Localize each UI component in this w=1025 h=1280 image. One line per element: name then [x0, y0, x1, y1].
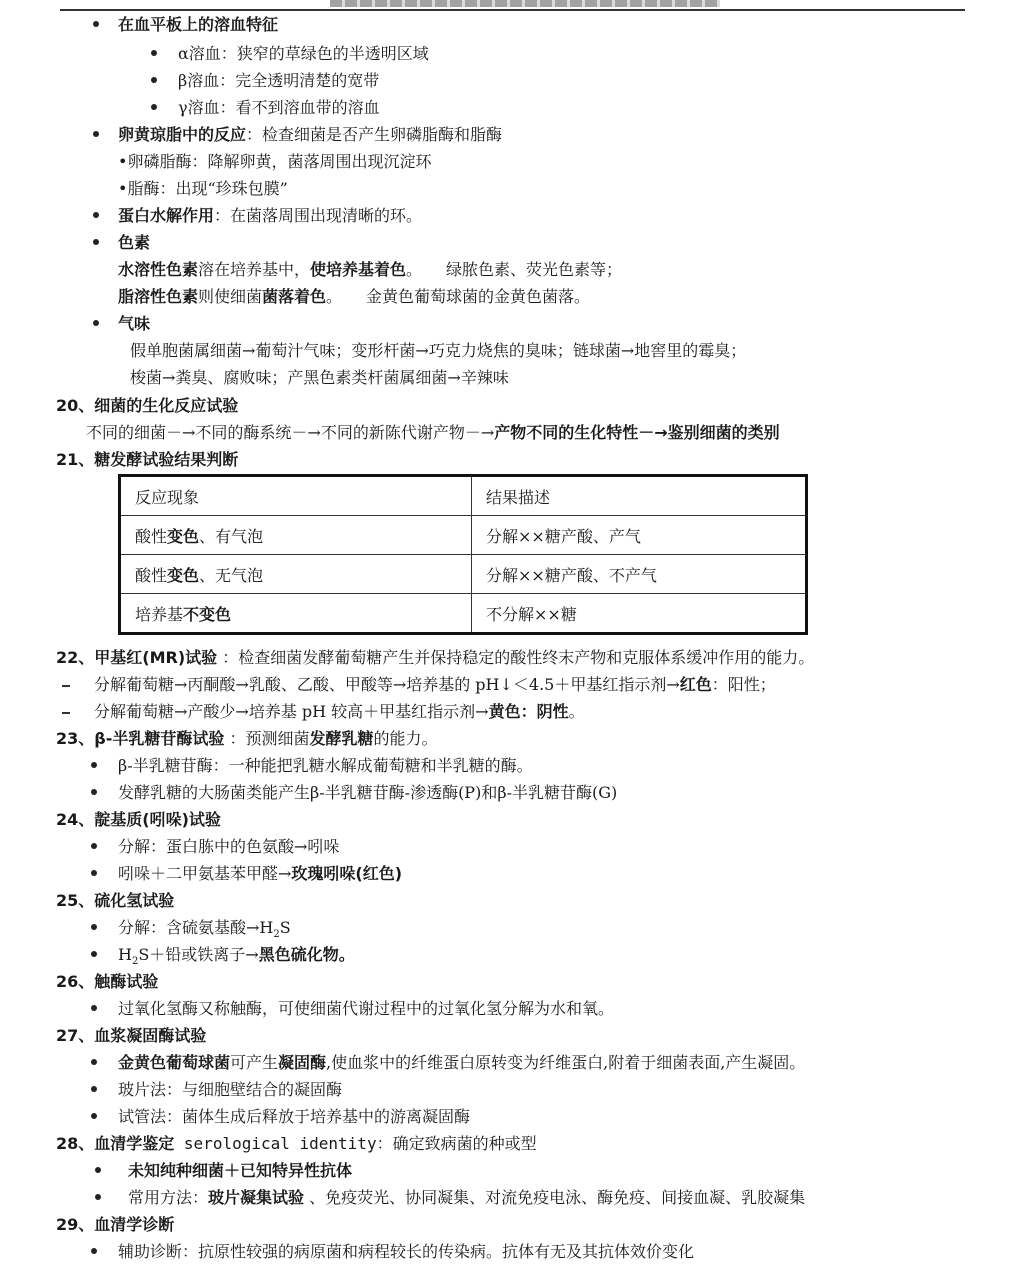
- text: 可产生: [230, 1053, 279, 1072]
- text: 的能力。: [373, 729, 438, 748]
- text: 酸性: [135, 565, 168, 585]
- text-bold: 使培养基着色: [310, 260, 407, 279]
- bullet: [151, 77, 157, 83]
- section-22-title: 22、甲基红(MR)试验: [56, 648, 218, 667]
- bullet: [91, 1248, 97, 1254]
- serology-principle: 未知纯种细菌＋已知特异性抗体: [128, 1161, 353, 1180]
- bullet: [93, 212, 99, 218]
- proteolysis-desc: ：在菌落周围出现清晰的环。: [214, 206, 423, 225]
- bullet: [91, 1086, 97, 1092]
- section-23-heading: [56, 728, 438, 750]
- text-bold: 变色: [167, 526, 200, 546]
- section-25-title: 25、硫化氢试验: [56, 891, 175, 910]
- text: 分解：含硫氨基酸→H: [118, 918, 274, 937]
- text: 培养基: [135, 604, 184, 624]
- bullet: [91, 870, 97, 876]
- dash-bullet: [62, 685, 70, 687]
- slide-method: 玻片法：与细胞壁结合的凝固酶: [118, 1080, 343, 1099]
- lecithinase: •卵磷脂酶：降解卵黄，菌落周围出现沉淀环: [118, 152, 432, 171]
- page-header-fragment: [330, 0, 720, 7]
- text: 、免疫荧光、协同凝集、对流免疫电泳、酶免疫、间接血凝、乳胶凝集: [304, 1188, 806, 1207]
- table-row: [120, 555, 807, 594]
- hemolysis-title: 在血平板上的溶血特征: [118, 15, 279, 34]
- egg-yolk-desc: ：检查细菌是否产生卵磷脂酶和脂酶: [246, 125, 503, 144]
- bullet: [91, 789, 97, 795]
- catalase-desc: 过氧化氢酶又称触酶，可使细菌代谢过程中的过氧化氢分解为水和氧。: [118, 999, 615, 1018]
- header-rule: [60, 9, 965, 11]
- section-23-title: 23、β-半乳糖苷酶试验: [56, 729, 225, 748]
- bullet: [91, 1005, 97, 1011]
- text-bold: 红色: [679, 675, 712, 694]
- text: ：阳性；: [711, 675, 776, 694]
- text-bold: 玻片凝集试验: [208, 1188, 305, 1207]
- section-27-title: 27、血浆凝固酶试验: [56, 1026, 207, 1045]
- proteolysis-title: 蛋白水解作用: [118, 206, 215, 225]
- text-bold: 玫瑰吲哚(红色): [291, 864, 403, 883]
- pigment-title: 色素: [118, 233, 151, 252]
- text-bold: 凝固酶: [278, 1053, 327, 1072]
- gamma-hemolysis: γ溶血：看不到溶血带的溶血: [178, 98, 380, 117]
- text-bold: 变色: [167, 565, 200, 585]
- odor-title: 气味: [118, 314, 151, 333]
- text: 分解葡萄糖→丙酮酸→乳酸、乙酸、甲酸等→培养基的 pH↓＜4.5＋甲基红指示剂→: [94, 675, 680, 694]
- h2s-2: [118, 944, 355, 973]
- text: 、有气泡: [199, 526, 264, 546]
- bullet: [151, 104, 157, 110]
- text: S＋铅或铁离子→: [138, 945, 259, 964]
- odor-line1: 假单胞菌属细菌→葡萄汁气味；变形杆菌→巧克力烧焦的臭味；链球菌→地窖里的霉臭；: [130, 341, 747, 360]
- text: ,使血浆中的纤维蛋白原转变为纤维蛋白,附着于细菌表面,产生凝固。: [326, 1053, 806, 1072]
- text: 分解葡萄糖→产酸少→培养基 pH 较高＋甲基红指示剂→: [94, 702, 489, 721]
- pigment-fat: [118, 286, 590, 308]
- fat-pigment-term: 脂溶性色素: [118, 287, 199, 306]
- text: S: [279, 918, 291, 937]
- section-24-title: 24、靛基质(吲哚)试验: [56, 810, 221, 829]
- mr-positive: [94, 674, 776, 696]
- table-header-row: [120, 476, 807, 516]
- text: 。: [568, 702, 585, 721]
- text: 酸性: [135, 526, 168, 546]
- text-bold: 黑色硫化物。: [258, 945, 355, 964]
- dash-bullet: [62, 712, 70, 714]
- serodiagnosis-desc: 辅助诊断：抗原性较强的病原菌和病程较长的传染病。抗体有无及其抗体效价变化: [118, 1242, 695, 1261]
- beta-gal-def: β-半乳糖苷酶：一种能把乳糖水解成葡萄糖和半乳糖的酶。: [118, 756, 533, 775]
- bullet: [93, 131, 99, 137]
- text: 溶在培养基中，: [198, 260, 311, 279]
- pigment-water: [118, 259, 622, 281]
- mr-negative: [94, 701, 585, 723]
- table-cell: [120, 516, 472, 555]
- header-cell: 反应现象: [120, 476, 472, 516]
- subscript: 2: [273, 929, 280, 941]
- bullet: [93, 239, 99, 245]
- fermentation-table: [118, 474, 808, 635]
- section-22-desc: ：检查细菌发酵葡萄糖产生并保持稳定的酸性终末产物和克服体系缓冲作用的能力。: [217, 648, 815, 667]
- text-bold: 菌落着色: [262, 287, 327, 306]
- water-pigment-term: 水溶性色素: [118, 260, 199, 279]
- text: ：确定致病菌的种或型: [376, 1134, 537, 1153]
- bullet: [91, 762, 97, 768]
- text: ：预测细菌: [224, 729, 310, 748]
- subscript: 2: [131, 956, 139, 968]
- text: 常用方法：: [128, 1188, 209, 1207]
- text-bold: 发酵乳糖: [309, 729, 374, 748]
- section-21-title: 21、糖发酵试验结果判断: [56, 450, 239, 469]
- table-cell: 不分解××糖: [472, 594, 807, 634]
- header-cell: 结果描述: [472, 476, 807, 516]
- text: 不同的细菌－→不同的酶系统－→不同的新陈代谢产物－→: [86, 423, 495, 442]
- bullet: [93, 320, 99, 326]
- section-20-text: [86, 422, 780, 444]
- bullet: [91, 951, 97, 957]
- bullet: [151, 50, 157, 56]
- bullet: [91, 843, 97, 849]
- section-28-heading: [56, 1133, 537, 1155]
- odor-line2: 梭菌→粪臭、腐败味；产黑色素类杆菌属细菌→辛辣味: [130, 368, 509, 387]
- indole-1: 分解：蛋白胨中的色氨酸→吲哚: [118, 837, 340, 856]
- text-bold: 金黄色葡萄球菌: [118, 1053, 231, 1072]
- indole-2: [118, 863, 402, 885]
- bullet: [91, 1113, 97, 1119]
- text-bold: 不变色: [183, 604, 232, 624]
- proteolysis-line: [118, 205, 422, 227]
- text: 、无气泡: [199, 565, 264, 585]
- lipase: •脂酶：出现“珍珠包膜”: [118, 179, 288, 198]
- text: 则使细菌: [198, 287, 263, 306]
- text: H: [118, 945, 132, 964]
- bullet: [91, 924, 97, 930]
- beta-hemolysis: β溶血：完全透明清楚的宽带: [178, 71, 380, 90]
- table-cell: 分解××糖产酸、产气: [472, 516, 807, 555]
- table-cell: [120, 594, 472, 634]
- table-cell: [120, 555, 472, 594]
- table-row: [120, 516, 807, 555]
- coagulase-desc: [118, 1052, 805, 1074]
- section-22-heading: [56, 647, 814, 669]
- bullet: [93, 21, 99, 27]
- egg-yolk-line: [118, 124, 502, 146]
- section-26-title: 26、触酶试验: [56, 972, 159, 991]
- h2s-1: [118, 917, 291, 946]
- table-cell: 分解××糖产酸、不产气: [472, 555, 807, 594]
- text: 。 金黄色葡萄球菌的金黄色菌落。: [326, 287, 591, 306]
- section-20-title: 20、细菌的生化反应试验: [56, 396, 239, 415]
- tube-method: 试管法：菌体生成后释放于培养基中的游离凝固酶: [118, 1107, 471, 1126]
- text-bold: 黄色：阴性: [488, 702, 569, 721]
- section-28-title: 28、血清学鉴定: [56, 1134, 175, 1153]
- text: 。 绿脓色素、荧光色素等；: [406, 260, 623, 279]
- section-29-title: 29、血清学诊断: [56, 1215, 175, 1234]
- bullet: [95, 1194, 101, 1200]
- text: serological identity: [174, 1134, 377, 1153]
- serology-methods: [128, 1187, 805, 1209]
- alpha-hemolysis: α溶血：狭窄的草绿色的半透明区域: [178, 44, 429, 63]
- table-row: [120, 594, 807, 634]
- egg-yolk-title: 卵黄琼脂中的反应: [118, 125, 247, 144]
- beta-gal-coliform: 发酵乳糖的大肠菌类能产生β-半乳糖苷酶-渗透酶(P)和β-半乳糖苷酶(G): [118, 783, 618, 802]
- bullet: [95, 1167, 101, 1173]
- bullet: [91, 1059, 97, 1065]
- text: 吲哚＋二甲氨基苯甲醛→: [118, 864, 292, 883]
- text-bold: 产物不同的生化特性－→鉴别细菌的类别: [494, 423, 780, 442]
